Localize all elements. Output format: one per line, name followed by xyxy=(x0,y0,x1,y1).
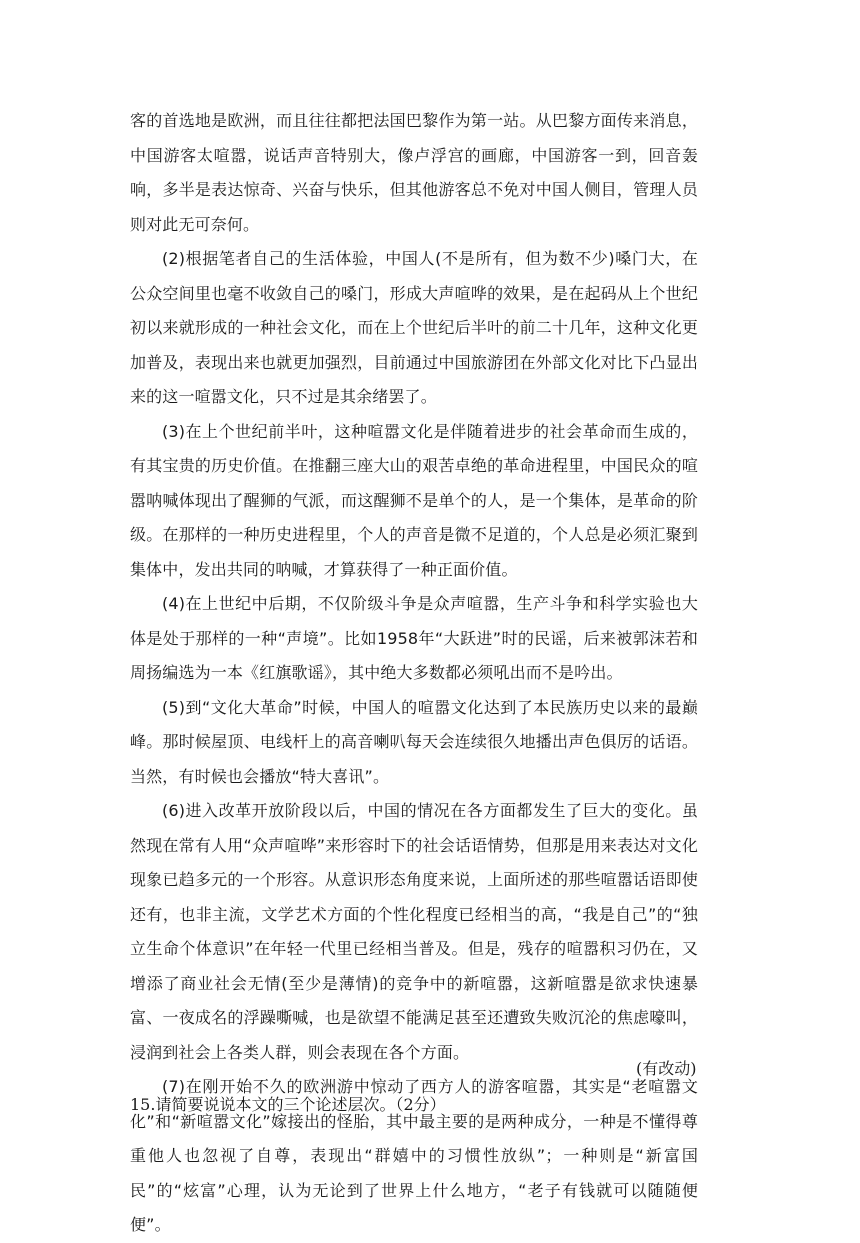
paragraph-continuation: 客的首选地是欧洲，而且往往都把法国巴黎作为第一站。从巴黎方面传来消息，中国游客太喧嚣，说话声音特别大，像卢浮宫的画廊，中国游客一到，回音轰响，多半是表达惊奇、兴奋与快乐，但其他游客总不免对中国人侧目，管理人员则对此无可奈何。 xyxy=(130,111,698,234)
paragraph-7: (7)在刚开始不久的欧洲游中惊动了西方人的游客喧嚣，其实是“老喧嚣文化”和“新喧嚣文化”嫁接出的怪胎，其中最主要的是两种成分，一种是不懂得尊重他人也忽视了自尊，表现出“群嬉中的习惯性放纵”；一种则是“新富国民”的“炫富”心理，认为无论到了世界上什么地方，“老子有钱就可以随随便便”。 xyxy=(130,1077,698,1234)
paragraph-2: (2)根据笔者自己的生活体验，中国人(不是所有，但为数不少)嗓门大，在公众空间里也毫不收敛自己的嗓门，形成大声喧哗的效果，是在起码从上个世纪初以来就形成的一种社会文化，而在上个世纪后半叶的前二十几年，这种文化更加普及，表现出来也就更加强烈，目前通过中国旅游团在外部文化对比下凸显出来的这一喧嚣文化，只不过是其余绪罢了。 xyxy=(130,249,698,406)
paragraph-3: (3)在上个世纪前半叶，这种喧嚣文化是伴随着进步的社会革命而生成的，有其宝贵的历史价值。在推翻三座大山的艰苦卓绝的革命进程里，中国民众的喧嚣呐喊体现出了醒狮的气派，而这醒狮不是单个的人，是一个集体，是革命的阶级。在那样的一种历史进程里，个人的声音是微不足道的，个人总是必须汇聚到集体中，发出共同的呐喊，才算获得了一种正面价值。 xyxy=(130,421,698,579)
paragraph-6: (6)进入改革开放阶段以后，中国的情况在各方面都发生了巨大的变化。虽然现在常有人用“众声喧哗”来形容时下的社会话语情势，但那是用来表达对文化现象已趋多元的一个形容。从意识形态角度来说，上面所述的那些喧嚣话语即使还有，也非主流，文学艺术方面的个性化程度已经相当的高，“我是自己”的“独立生命个体意识”在年轻一代里已经相当普及。但是，残存的喧嚣积习仍在，又增添了商业社会无情(至少是薄情)的竞争中的新喧嚣，这新喧嚣是欲求快速暴富、一夜成名的浮躁嘶喊，也是欲望不能满足甚至还遭致失败沉沦的焦虑嚎叫，浸润到社会上各类人群，则会表现在各个方面。 xyxy=(130,801,698,1062)
question-15: 15.请简要说说本文的三个论述层次。（2分） xyxy=(130,1095,446,1114)
paragraph-5: (5)到“文化大革命”时候，中国人的喧嚣文化达到了本民族历史以来的最巅峰。那时候屋顶、电线杆上的高音喇叭每天会连续很久地播出声色俱厉的话语。当然，有时候也会播放“特大喜讯”。 xyxy=(130,697,698,786)
article-body xyxy=(130,104,698,1243)
paragraph-4: (4)在上世纪中后期，不仅阶级斗争是众声喧嚣，生产斗争和科学实验也大体是处于那样的一种“声境”。比如1958年“大跃进”时的民谣，后来被郭沫若和周扬编选为一本《红旗歌谣》，其中绝大多数都必须吼出而不是吟出。 xyxy=(130,594,698,682)
source-note: (有改动) xyxy=(636,1059,697,1078)
